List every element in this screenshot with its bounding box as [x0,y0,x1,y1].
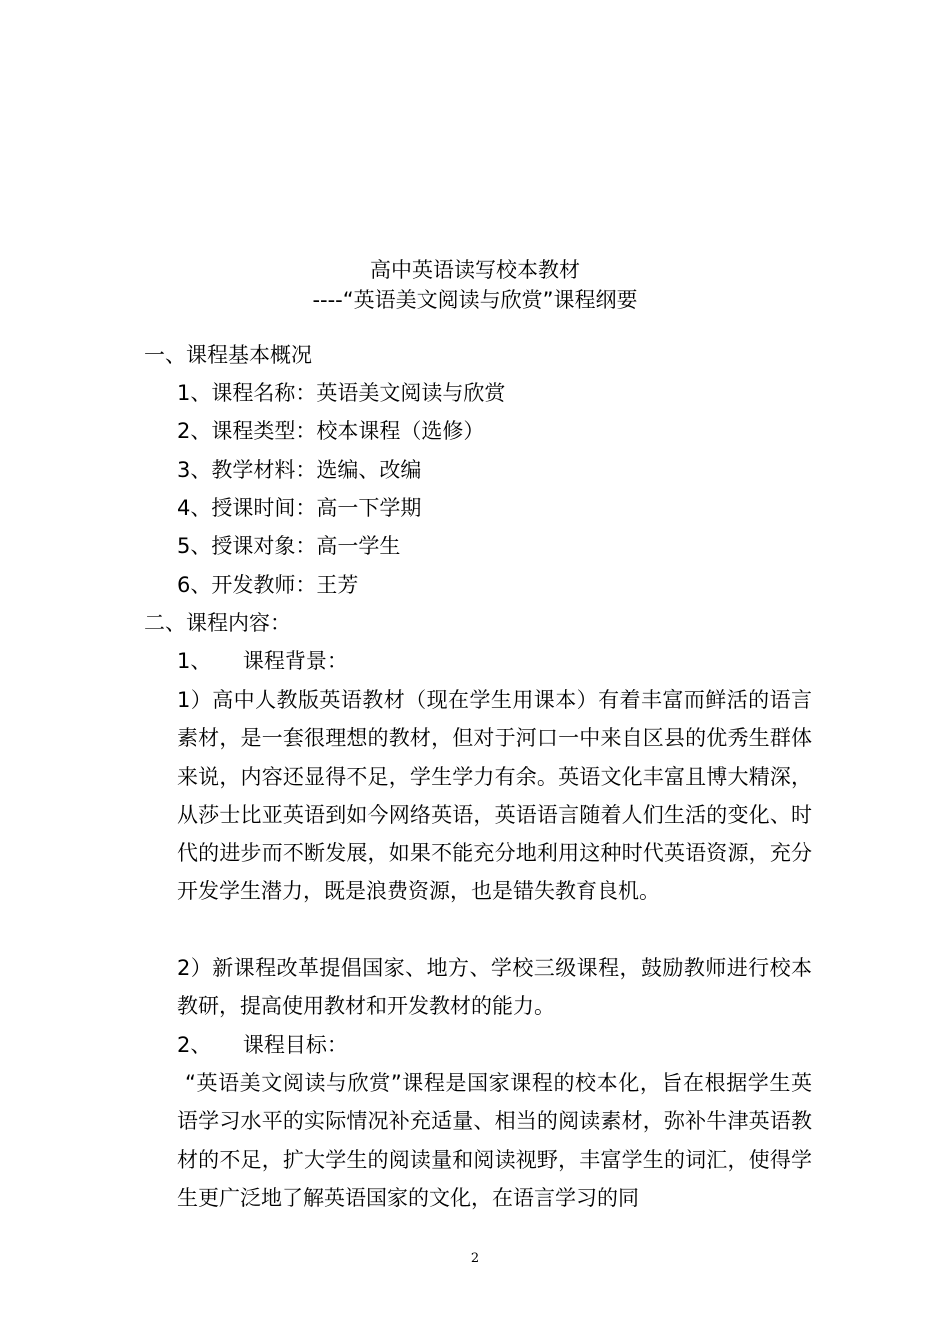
overview-item-time: 4、授课时间：高一下学期 [177,496,422,520]
overview-item-materials: 3、教学材料：选编、改编 [177,458,422,482]
page-number: 2 [470,1251,480,1266]
section-heading-overview: 一、课程基本概况 [144,343,312,367]
paragraph-background-2: 2）新课程改革提倡国家、地方、学校三级课程，鼓励教师进行校本教研，提高使用教材和开发教材的能力。 [177,956,812,1019]
paragraph-goals: “英语美文阅读与欣赏”课程是国家课程的校本化，旨在根据学生英语学习水平的实际情况补充适量、相当的阅读素材，弥补牛津英语教材的不足，扩大学生的阅读量和阅读视野，丰富学生的词汇，使得学生更广泛地了解英语国家的文化，在语言学习的同 [177,1071,812,1210]
document-subtitle: ----“英语美文阅读与欣赏”课程纲要 [312,288,638,312]
overview-item-course-type: 2、课程类型：校本课程（选修） [177,419,485,443]
paragraph-background-1: 1）高中人教版英语教材（现在学生用课本）有着丰富而鲜活的语言素材，是一套很理想的教材，但对于河口一中来自区县的优秀生群体来说，内容还显得不足，学生学力有余。英语文化丰富且博大精深，从莎士比亚英语到如今网络英语，英语语言随着人们生活的变化、时代的进步而不断发展，如果不能充分地利用这种时代英语资源，充分开发学生潜力，既是浪费资源，也是错失教育良机。 [177,688,812,904]
overview-item-audience: 5、授课对象：高一学生 [177,534,401,558]
subsection-heading-goals: 2、 课程目标： [177,1033,348,1057]
document-title: 高中英语读写校本教材 [370,258,580,282]
overview-item-teacher: 6、开发教师：王芳 [177,573,359,597]
overview-item-course-name: 1、课程名称：英语美文阅读与欣赏 [177,381,506,405]
section-heading-content: 二、课程内容： [144,611,291,635]
subsection-heading-background: 1、 课程背景： [177,649,348,673]
